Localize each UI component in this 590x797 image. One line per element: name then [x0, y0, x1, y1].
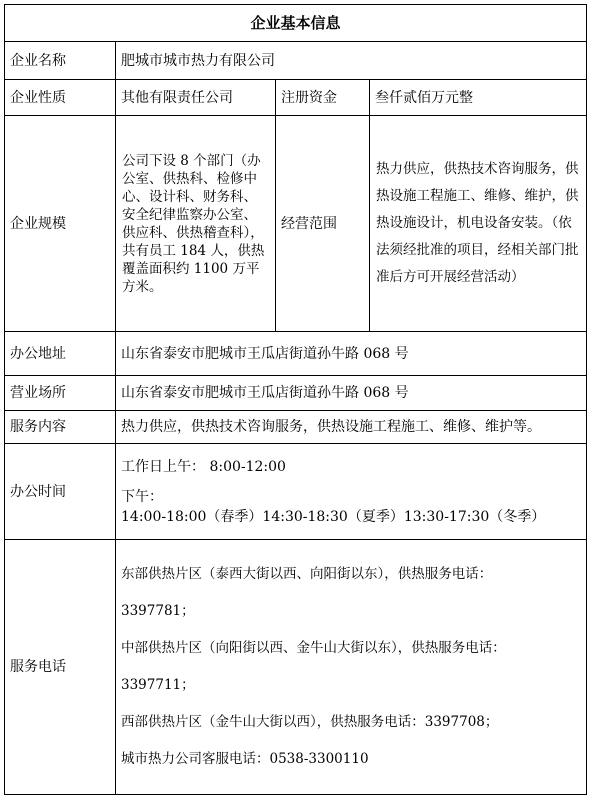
table-title: 企业基本信息 [5, 5, 587, 42]
value-business-scope: 热力供应，供热技术咨询服务，供热设施工程施工、维修、维护，供热设施设计，机电设备安装。（依法须经批准的项目，经相关部门批准后方可开展经营活动） [370, 116, 587, 332]
label-business-scope: 经营范围 [276, 116, 370, 332]
phone-customer-service: 城市热力公司客服电话：0538-3300110 [121, 751, 369, 767]
hours-morning: 工作日上午： 8:00-12:00 [121, 458, 286, 475]
row-company-nature [5, 80, 587, 116]
phone-east-number: 3397781； [121, 603, 195, 619]
row-service-content [5, 411, 587, 444]
label-company-name: 企业名称 [5, 42, 116, 80]
row-office-hours [5, 444, 587, 540]
phone-central-area: 中部供热片区（向阳街以西、金牛山大街以东），供热服务电话： [121, 640, 506, 656]
hours-afternoon-label: 下午： [121, 488, 163, 505]
row-company-name [5, 42, 587, 80]
label-service-content: 服务内容 [5, 411, 116, 444]
label-company-nature: 企业性质 [5, 80, 116, 116]
row-business-premises [5, 376, 587, 411]
row-office-address [5, 332, 587, 376]
label-office-hours: 办公时间 [5, 444, 116, 540]
value-company-nature: 其他有限责任公司 [116, 80, 276, 116]
phone-east-area: 东部供热片区（泰西大街以西、向阳街以东），供热服务电话： [121, 566, 493, 582]
company-info-table [4, 4, 586, 795]
row-company-scale [5, 116, 587, 332]
label-company-scale: 企业规模 [5, 116, 116, 332]
phone-central-number: 3397711； [121, 677, 195, 693]
hours-afternoon-seasons: 14:00-18:00（春季）14:30-18:30（夏季）13:30-17:30（冬季） [121, 508, 546, 525]
value-office-address: 山东省泰安市肥城市王瓜店街道孙牛路 068 号 [116, 332, 587, 376]
value-business-premises: 山东省泰安市肥城市王瓜店街道孙牛路 068 号 [116, 376, 587, 411]
value-company-scale: 公司下设 8 个部门（办公室、供热科、检修中心、设计科、财务科、安全纪律监察办公室、供应科、供热稽查科），共有员工 184 人，供热覆盖面积约 1100 万平方米。 [116, 116, 276, 332]
label-office-address: 办公地址 [5, 332, 116, 376]
row-service-phone [5, 540, 587, 795]
value-registered-capital: 叁仟贰佰万元整 [370, 80, 587, 116]
value-service-phone [116, 540, 587, 795]
value-office-hours [116, 444, 587, 540]
value-company-name: 肥城市城市热力有限公司 [116, 42, 587, 80]
label-service-phone: 服务电话 [5, 540, 116, 795]
value-service-content: 热力供应，供热技术咨询服务，供热设施工程施工、维修、维护等。 [116, 411, 587, 444]
phone-west-area: 西部供热片区（金牛山大街以西），供热服务电话：3397708； [121, 714, 499, 730]
label-registered-capital: 注册资金 [276, 80, 370, 116]
label-business-premises: 营业场所 [5, 376, 116, 411]
